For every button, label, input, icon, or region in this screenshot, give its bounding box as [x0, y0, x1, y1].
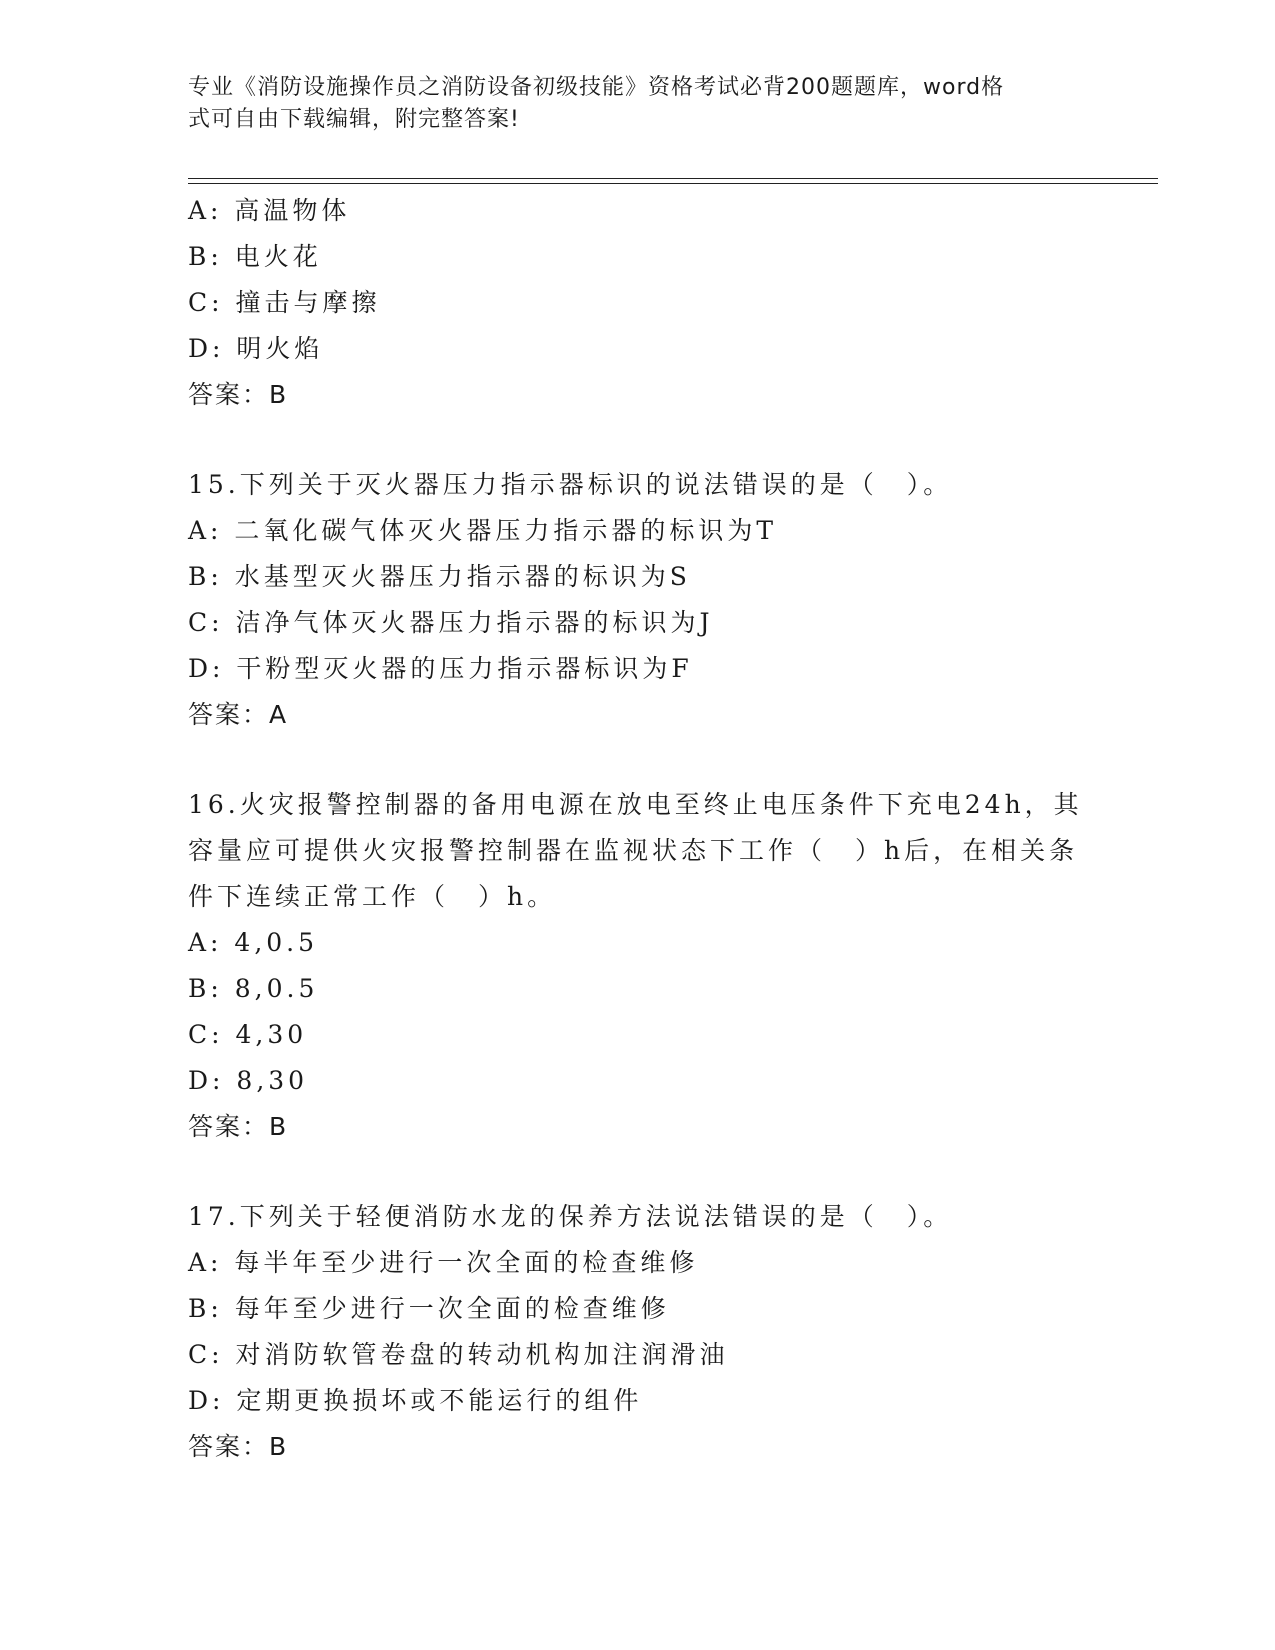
- question-stem-line-2: 容量应可提供火灾报警控制器在监视状态下工作（ ）h后，在相关条: [188, 836, 1079, 865]
- header-line-1: 专业《消防设施操作员之消防设备初级技能》资格考试必背200题题库，word格: [188, 75, 1005, 100]
- option-c: C: 洁净气体灭火器压力指示器的标识为J: [188, 608, 714, 637]
- option-d: D: 干粉型灭火器的压力指示器标识为F: [188, 654, 693, 683]
- option-a: A: 每半年至少进行一次全面的检查维修: [188, 1248, 699, 1277]
- question-stem: 17.下列关于轻便消防水龙的保养方法说法错误的是（ ）。: [188, 1202, 953, 1231]
- question-16: [188, 782, 1088, 1150]
- option-a: A: 4,0.5: [188, 928, 319, 957]
- answer-line: 答案：B: [188, 1432, 289, 1461]
- option-b: B: 电火花: [188, 242, 322, 271]
- question-list: [188, 188, 1088, 1470]
- option-a: A: 高温物体: [188, 196, 351, 225]
- option-d: D: 8,30: [188, 1066, 309, 1095]
- option-a: A: 二氧化碳气体灭火器压力指示器的标识为T: [188, 516, 778, 545]
- header-divider-bottom: [188, 183, 1158, 184]
- question-stem: 15.下列关于灭火器压力指示器标识的说法错误的是（ ）。: [188, 470, 953, 499]
- question-14: [188, 188, 1088, 418]
- option-b: B: 8,0.5: [188, 974, 319, 1003]
- option-d: D: 明火焰: [188, 334, 324, 363]
- header-divider-top: [188, 178, 1158, 179]
- answer-line: 答案：A: [188, 700, 289, 729]
- question-17: [188, 1194, 1088, 1470]
- question-stem-line-3: 件下连续正常工作（ ）h。: [188, 882, 557, 911]
- question-15: [188, 462, 1088, 738]
- option-d: D: 定期更换损坏或不能运行的组件: [188, 1386, 643, 1415]
- option-c: C: 对消防软管卷盘的转动机构加注润滑油: [188, 1340, 729, 1369]
- question-stem-line-1: 16.火灾报警控制器的备用电源在放电至终止电压条件下充电24h，其: [188, 790, 1083, 819]
- document-header: [188, 72, 1088, 136]
- option-c: C: 4,30: [188, 1020, 308, 1049]
- answer-line: 答案：B: [188, 1112, 289, 1141]
- option-c: C: 撞击与摩擦: [188, 288, 381, 317]
- header-line-2: 式可自由下载编辑，附完整答案!: [188, 107, 520, 132]
- option-b: B: 每年至少进行一次全面的检查维修: [188, 1294, 670, 1323]
- option-b: B: 水基型灭火器压力指示器的标识为S: [188, 562, 691, 591]
- answer-line: 答案：B: [188, 380, 289, 409]
